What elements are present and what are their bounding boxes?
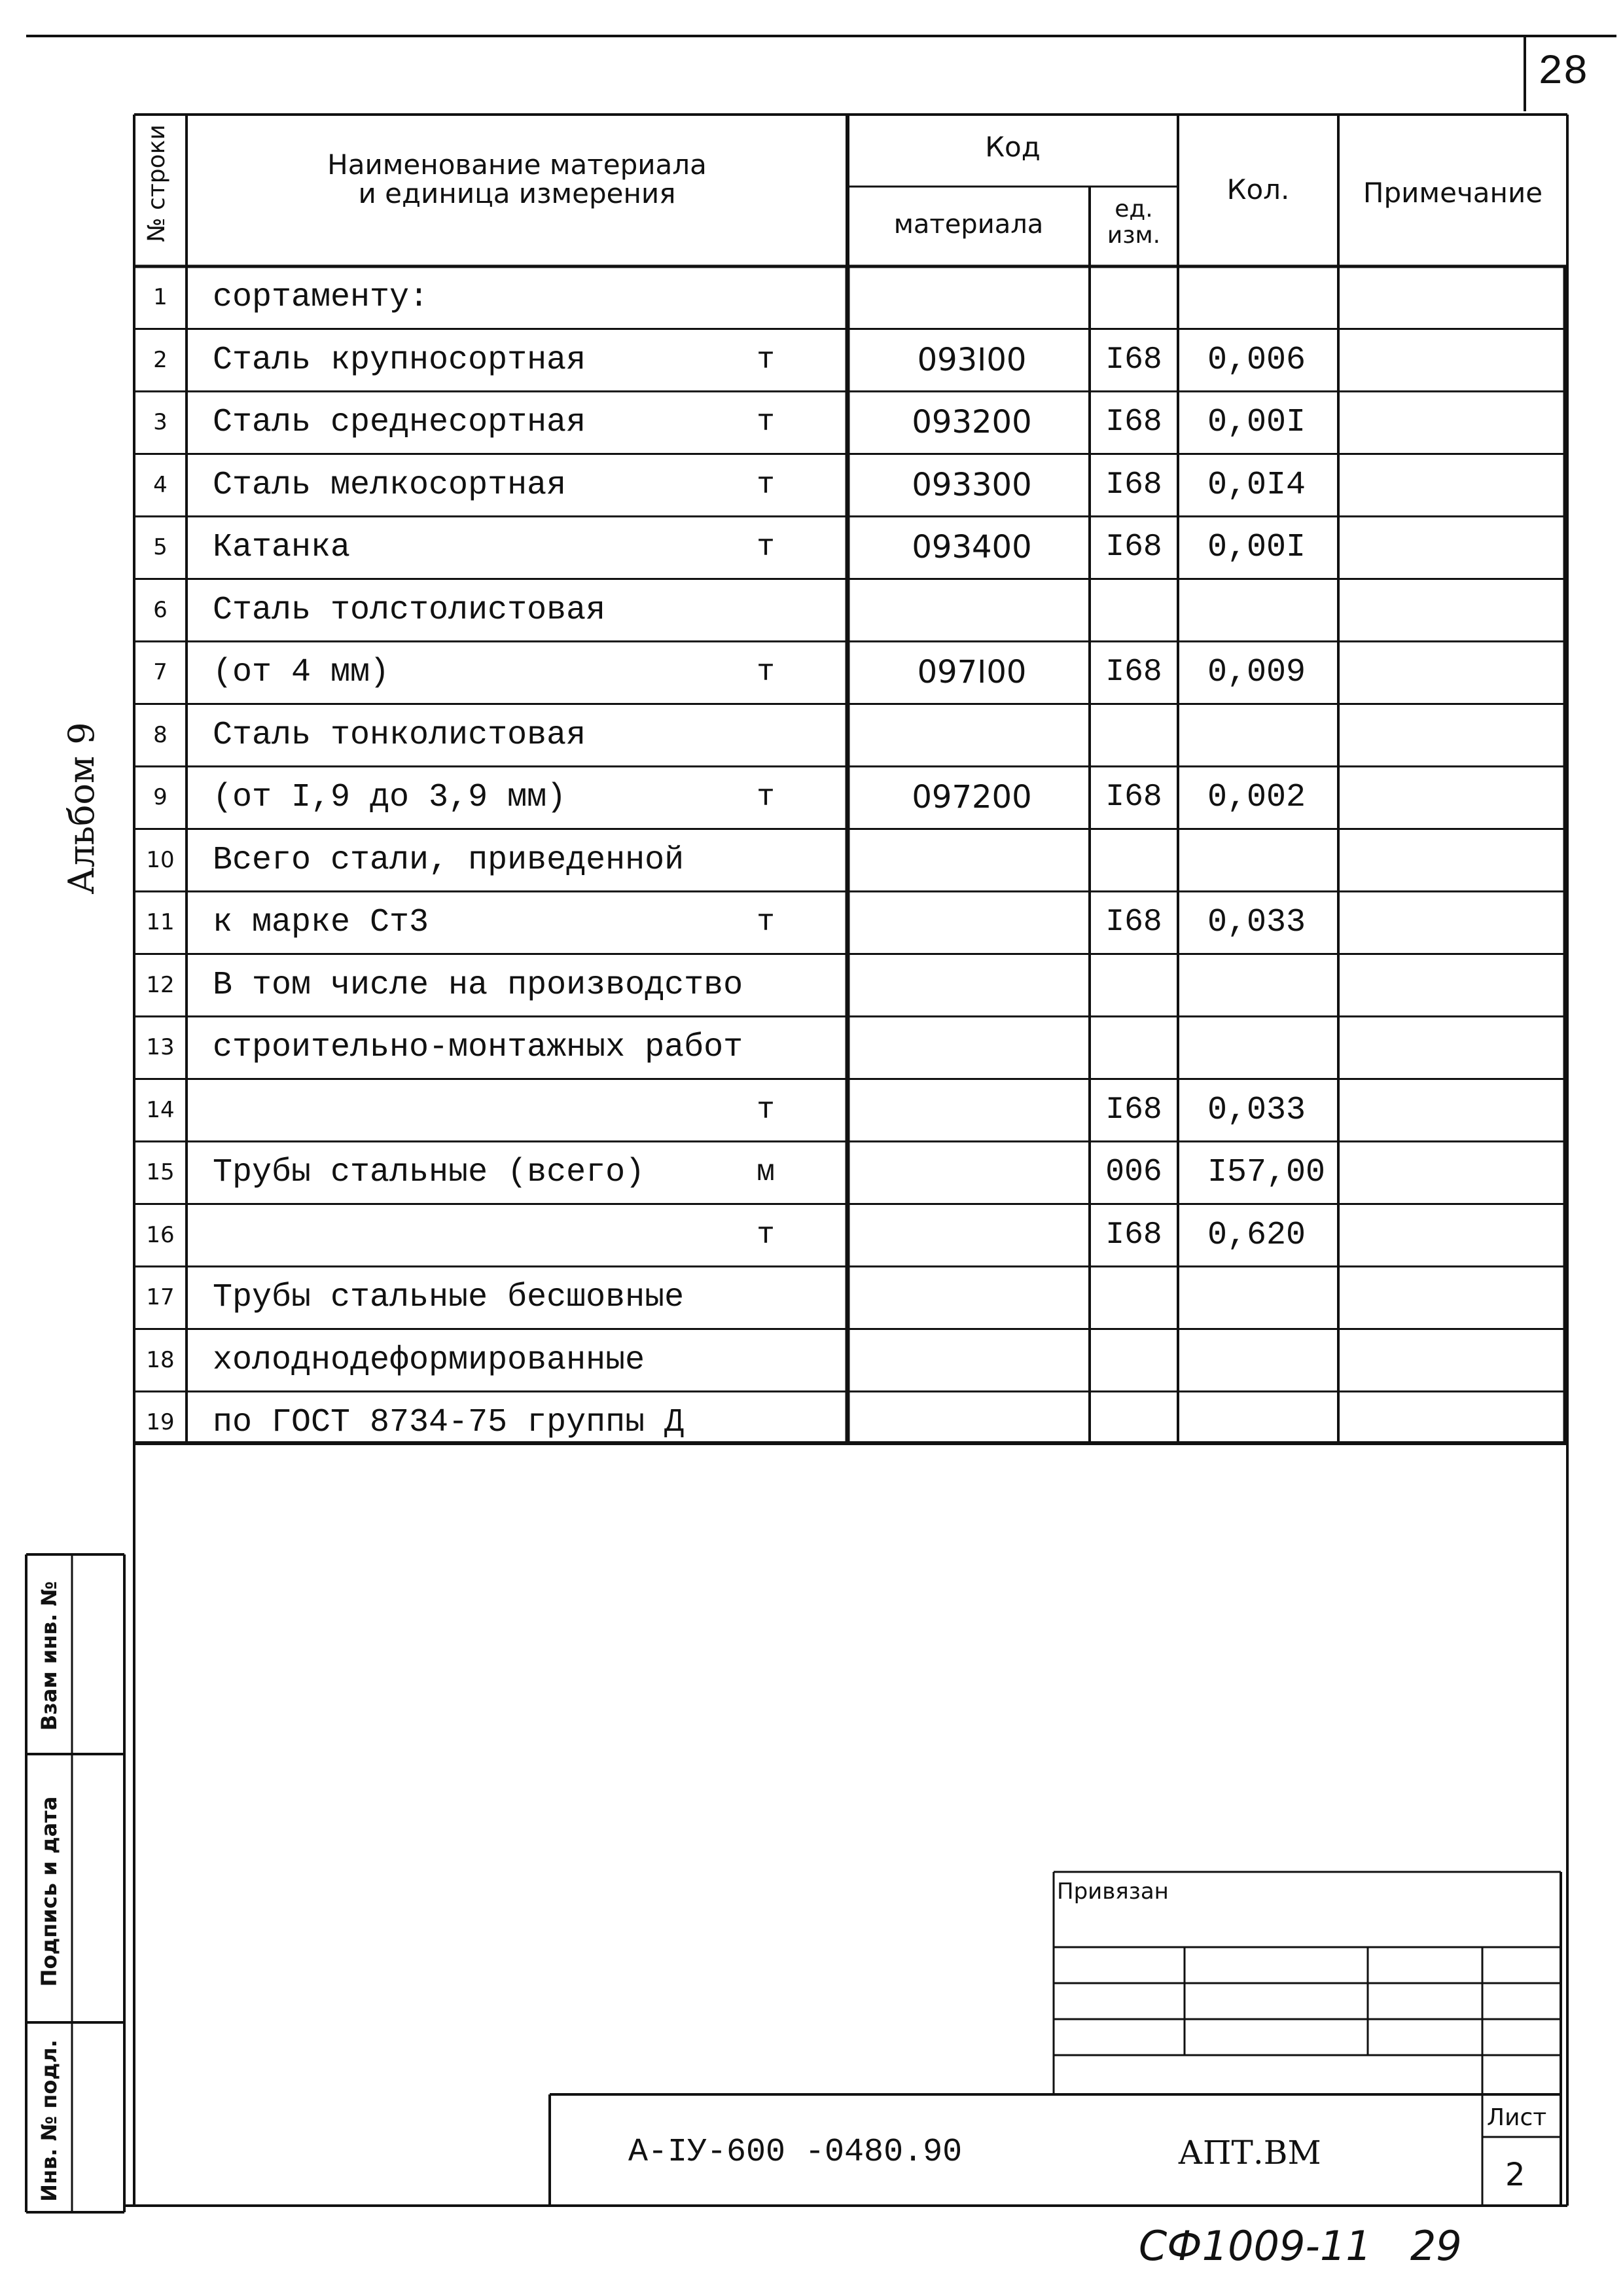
unit-code: I68 <box>1105 905 1162 940</box>
material-code <box>851 891 1093 954</box>
unit-code: I68 <box>1105 529 1162 565</box>
unit-code <box>1090 1391 1178 1454</box>
note <box>1338 1141 1567 1204</box>
material-code <box>851 704 1093 767</box>
unit-of-measure <box>730 954 802 1017</box>
row-number: 9 <box>153 784 168 810</box>
quantity: 0,006 <box>1207 341 1306 379</box>
material-code <box>851 1141 1093 1204</box>
material-name: Сталь крупносортная <box>213 341 586 379</box>
material-code: 097I00 <box>917 654 1027 691</box>
unit-of-measure: т <box>757 1217 775 1252</box>
unit-of-measure <box>730 1016 802 1079</box>
quantity: 0,002 <box>1207 779 1306 816</box>
row-number: 12 <box>146 971 175 998</box>
table-row <box>134 704 1567 767</box>
table-row <box>134 954 1567 1017</box>
material-name: сортаменту: <box>213 279 429 316</box>
note <box>1338 266 1567 329</box>
note <box>1338 1329 1567 1392</box>
row-number: 1 <box>153 284 168 310</box>
unit-code: I68 <box>1105 1092 1162 1128</box>
material-name: Трубы стальные бесшовные <box>213 1279 685 1316</box>
material-code: 093400 <box>912 529 1032 565</box>
material-name: Трубы стальные (всего) <box>213 1154 645 1191</box>
unit-code <box>1090 954 1178 1017</box>
row-number: 5 <box>153 534 168 560</box>
unit-code: I68 <box>1105 342 1162 378</box>
table-row <box>134 1016 1567 1079</box>
unit-of-measure <box>730 266 802 329</box>
material-code <box>851 1079 1093 1142</box>
material-code <box>851 579 1093 642</box>
header-code-material: материала <box>893 209 1044 240</box>
material-name: холоднодеформированные <box>213 1341 645 1379</box>
material-code <box>851 1266 1093 1329</box>
row-number: 7 <box>153 659 168 685</box>
material-name: (от 4 мм) <box>213 654 390 691</box>
note <box>1338 1079 1567 1142</box>
sheet-label: Лист <box>1487 2104 1547 2131</box>
material-code <box>851 1204 1093 1267</box>
material-name: В том числе на производство <box>213 966 743 1004</box>
note <box>1338 516 1567 579</box>
unit-code <box>1090 1016 1178 1079</box>
sheet-number: 2 <box>1505 2157 1525 2193</box>
material-code <box>851 1016 1093 1079</box>
row-number: 10 <box>146 846 175 873</box>
table-row <box>134 1141 1567 1204</box>
unit-code: I68 <box>1105 655 1162 690</box>
material-name: (от I,9 до 3,9 мм) <box>213 779 567 816</box>
header-name: Наименование материала и единица измерения <box>327 149 707 209</box>
header-qty: Кол. <box>1226 173 1290 206</box>
row-number: 19 <box>146 1409 175 1435</box>
page-number: 28 <box>1538 49 1588 96</box>
unit-code <box>1090 829 1178 892</box>
unit-of-measure <box>730 1391 802 1454</box>
quantity: 0,00I <box>1207 529 1306 566</box>
note <box>1338 329 1567 392</box>
handwritten-archive-code: СФ1009-11 29 <box>1139 2222 1462 2270</box>
table-row <box>134 454 1567 517</box>
quantity: 0,620 <box>1207 1216 1306 1254</box>
material-name: Сталь мелкосортная <box>213 466 567 504</box>
unit-of-measure <box>730 829 802 892</box>
unit-of-measure: т <box>757 405 775 439</box>
material-code: 097200 <box>912 779 1032 816</box>
row-number: 17 <box>146 1284 175 1310</box>
table-row <box>134 1329 1567 1392</box>
row-number: 14 <box>146 1096 175 1123</box>
unit-of-measure: т <box>757 342 775 377</box>
table-row <box>134 391 1567 454</box>
material-code: 093300 <box>912 466 1032 503</box>
row-number: 16 <box>146 1221 175 1248</box>
unit-code: I68 <box>1105 1217 1162 1253</box>
note <box>1338 704 1567 767</box>
material-code <box>851 829 1093 892</box>
table-row <box>134 829 1567 892</box>
unit-code: I68 <box>1105 467 1162 503</box>
table-row <box>134 329 1567 392</box>
unit-of-measure: т <box>757 530 775 564</box>
document-mark: АПТ.ВМ <box>1178 2134 1321 2172</box>
note <box>1338 829 1567 892</box>
note <box>1338 1266 1567 1329</box>
unit-of-measure: т <box>757 905 775 939</box>
header-code: Код <box>985 131 1041 163</box>
material-name: по ГОСТ 8734-75 группы Д <box>213 1404 685 1441</box>
quantity: 0,033 <box>1207 904 1306 941</box>
row-number: 18 <box>146 1346 175 1373</box>
row-number: 15 <box>146 1159 175 1185</box>
unit-code <box>1090 1266 1178 1329</box>
material-name: строительно-монтажных работ <box>213 1029 743 1066</box>
header-row-no: № строки <box>143 124 170 242</box>
table-row <box>134 266 1567 329</box>
unit-of-measure: т <box>757 1092 775 1127</box>
row-number: 4 <box>153 471 168 498</box>
quantity: 0,033 <box>1207 1091 1306 1129</box>
table-row <box>134 891 1567 954</box>
table-row <box>134 641 1567 704</box>
document-code: А-IУ-600 -0480.90 <box>628 2134 963 2171</box>
unit-of-measure: т <box>757 655 775 689</box>
row-number: 6 <box>153 596 168 623</box>
note <box>1338 1204 1567 1267</box>
material-code <box>851 266 1093 329</box>
unit-of-measure: т <box>757 467 775 502</box>
side-inv-label: Инв. № подл. <box>37 2039 62 2202</box>
note <box>1338 766 1567 829</box>
table-row <box>134 1079 1567 1142</box>
material-code <box>851 954 1093 1017</box>
unit-of-measure: м <box>757 1155 775 1189</box>
unit-code: I68 <box>1105 780 1162 815</box>
row-number: 13 <box>146 1034 175 1060</box>
unit-code <box>1090 579 1178 642</box>
row-number: 2 <box>153 346 168 373</box>
privyazan-label: Привязан <box>1057 1878 1169 1905</box>
table-row <box>134 766 1567 829</box>
unit-code: 006 <box>1105 1155 1162 1190</box>
material-name: Сталь среднесортная <box>213 404 586 441</box>
material-name: Катанка <box>213 529 351 566</box>
quantity: 0,0I4 <box>1207 466 1306 504</box>
material-name: Всего стали, приведенной <box>213 841 685 879</box>
album-label: Альбом 9 <box>61 722 102 895</box>
row-number: 3 <box>153 409 168 435</box>
unit-of-measure <box>730 704 802 767</box>
unit-code <box>1090 1329 1178 1392</box>
quantity: 0,00I <box>1207 404 1306 441</box>
quantity: I57,00 <box>1207 1154 1326 1191</box>
note <box>1338 641 1567 704</box>
row-number: 11 <box>146 909 175 935</box>
note <box>1338 1016 1567 1079</box>
table-row <box>134 516 1567 579</box>
material-name: Сталь толстолистовая <box>213 591 606 629</box>
note <box>1338 579 1567 642</box>
unit-code <box>1090 266 1178 329</box>
note <box>1338 891 1567 954</box>
unit-of-measure <box>730 579 802 642</box>
note <box>1338 1391 1567 1454</box>
unit-of-measure: т <box>757 780 775 814</box>
material-name: к марке Ст3 <box>213 904 429 941</box>
header-code-unit: ед. изм. <box>1107 196 1161 249</box>
table-row <box>134 1204 1567 1267</box>
note <box>1338 391 1567 454</box>
note <box>1338 454 1567 517</box>
table-row <box>134 1391 1567 1454</box>
material-code <box>851 1329 1093 1392</box>
side-vzam-label: Взам инв. № <box>37 1581 62 1731</box>
row-number: 8 <box>153 721 168 748</box>
quantity: 0,009 <box>1207 654 1306 691</box>
table-row <box>134 1266 1567 1329</box>
table-row <box>134 579 1567 642</box>
material-name: Сталь тонколистовая <box>213 716 586 754</box>
note <box>1338 954 1567 1017</box>
unit-of-measure <box>730 1266 802 1329</box>
unit-code <box>1090 704 1178 767</box>
unit-of-measure <box>730 1329 802 1392</box>
material-code <box>851 1391 1093 1454</box>
material-code: 093200 <box>912 404 1032 440</box>
header-note: Примечание <box>1363 177 1543 209</box>
material-code: 093I00 <box>917 341 1027 378</box>
unit-code: I68 <box>1105 404 1162 440</box>
side-podpis-label: Подпись и дата <box>37 1796 62 1987</box>
